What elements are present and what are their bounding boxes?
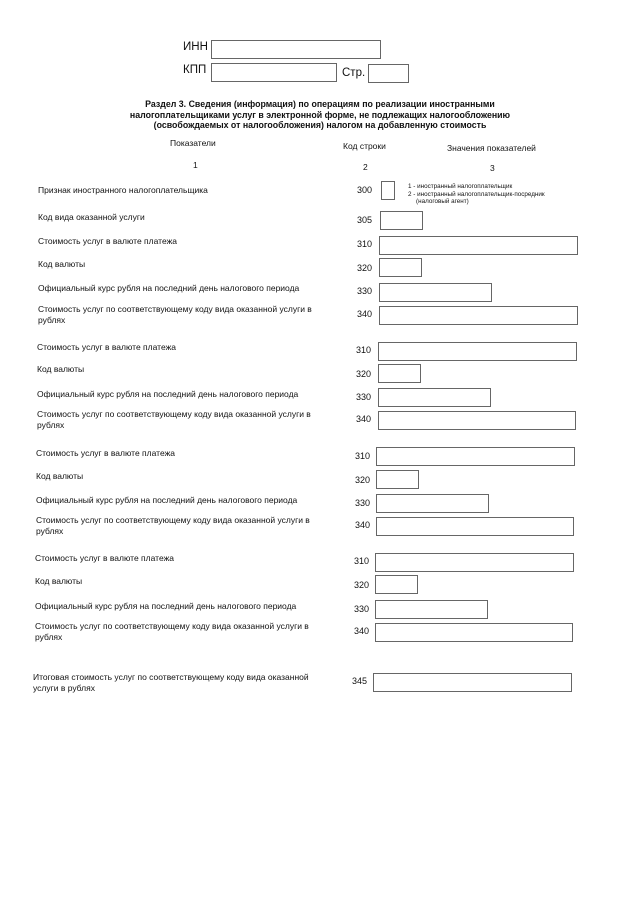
payment-currency-value-field[interactable] — [378, 342, 577, 361]
row-305-code: 305 — [357, 215, 373, 225]
row-330-code: 330 — [356, 392, 372, 402]
row-345-label-line-1: Итоговая стоимость услуг по соответствующему коду вида оказанной — [33, 672, 309, 682]
row-300-code: 300 — [357, 185, 373, 195]
row-340-label-line-1: Стоимость услуг по соответствующему коду вида оказанной услуги в — [38, 304, 312, 314]
row-345-label — [33, 672, 309, 694]
col-header-line-code: Код строки — [343, 141, 386, 151]
row-340-label — [37, 409, 311, 431]
row-310-code: 310 — [355, 451, 371, 461]
row-320-label: Код валюты — [35, 576, 83, 586]
payment-currency-value-field[interactable] — [379, 236, 578, 255]
foreign-taxpayer-sign-field[interactable] — [381, 181, 395, 200]
page-label: Стр. — [342, 67, 366, 79]
row-340-code: 340 — [354, 626, 370, 636]
row-300-legend — [408, 183, 545, 206]
exchange-rate-field[interactable] — [376, 494, 489, 513]
col-header-values: Значения показателей — [447, 143, 536, 153]
row-340-label — [35, 621, 309, 643]
row-330-code: 330 — [355, 498, 371, 508]
legend-line-1: 1 - иностранный налогоплательщик — [408, 183, 513, 190]
rub-value-field[interactable] — [376, 517, 574, 536]
row-340-label-line-1: Стоимость услуг по соответствующему коду вида оказанной услуги в — [35, 621, 309, 631]
row-340-label-line-1: Стоимость услуг по соответствующему коду вида оказанной услуги в — [36, 515, 310, 525]
section-title-line-3: (освобождаемых от налогообложения) налогом на добавленную стоимость — [153, 120, 487, 130]
row-310-code: 310 — [354, 556, 370, 566]
kpp-field[interactable] — [211, 63, 337, 82]
inn-label: ИНН — [183, 41, 208, 53]
total-rub-value-field[interactable] — [373, 673, 572, 692]
row-310-label: Стоимость услуг в валюте платежа — [36, 448, 175, 458]
section-title — [110, 99, 530, 131]
row-340-code: 340 — [357, 309, 373, 319]
kpp-label: КПП — [183, 64, 207, 76]
col-header-indicators: Показатели — [170, 138, 216, 148]
rub-value-field[interactable] — [379, 306, 578, 325]
row-340-label-line-2: рублях — [37, 420, 65, 430]
row-340-label-line-1: Стоимость услуг по соответствующему коду вида оказанной услуги в — [37, 409, 311, 419]
currency-code-field[interactable] — [376, 470, 419, 489]
exchange-rate-field[interactable] — [375, 600, 488, 619]
row-330-label: Официальный курс рубля на последний день налогового периода — [35, 601, 297, 611]
row-340-label-line-2: рублях — [35, 632, 63, 642]
row-320-code: 320 — [356, 369, 372, 379]
col-number-3: 3 — [490, 163, 495, 173]
exchange-rate-field[interactable] — [378, 388, 491, 407]
payment-currency-value-field[interactable] — [376, 447, 575, 466]
row-310-label: Стоимость услуг в валюте платежа — [35, 553, 174, 563]
row-320-code: 320 — [354, 580, 370, 590]
row-340-label-line-2: рублях — [36, 526, 64, 536]
legend-line-3: (налоговый агент) — [416, 198, 469, 206]
row-345-code: 345 — [352, 676, 368, 686]
row-320-label: Код валюты — [38, 259, 86, 269]
row-305-label: Код вида оказанной услуги — [38, 212, 145, 222]
row-330-code: 330 — [357, 286, 373, 296]
row-320-label: Код валюты — [37, 364, 85, 374]
row-340-label — [36, 515, 310, 537]
rub-value-field[interactable] — [375, 623, 573, 642]
row-310-label: Стоимость услуг в валюте платежа — [37, 342, 176, 352]
exchange-rate-field[interactable] — [379, 283, 492, 302]
page-number-field[interactable] — [368, 64, 409, 83]
currency-code-field[interactable] — [379, 258, 422, 277]
row-345-label-line-2: услуги в рублях — [33, 683, 95, 693]
legend-line-2: 2 - иностранный налогоплательщик-посредник — [408, 190, 545, 198]
col-number-1: 1 — [193, 160, 198, 170]
row-330-label: Официальный курс рубля на последний день налогового периода — [36, 495, 298, 505]
inn-field[interactable] — [211, 40, 381, 59]
row-320-label: Код валюты — [36, 471, 84, 481]
row-320-code: 320 — [357, 263, 373, 273]
service-type-code-field[interactable] — [380, 211, 423, 230]
row-320-code: 320 — [355, 475, 371, 485]
currency-code-field[interactable] — [375, 575, 418, 594]
row-300-label: Признак иностранного налогоплательщика — [38, 185, 208, 195]
row-310-label: Стоимость услуг в валюте платежа — [38, 236, 177, 246]
currency-code-field[interactable] — [378, 364, 421, 383]
row-310-code: 310 — [356, 345, 372, 355]
payment-currency-value-field[interactable] — [375, 553, 574, 572]
row-330-code: 330 — [354, 604, 370, 614]
row-340-code: 340 — [355, 520, 371, 530]
row-340-label — [38, 304, 312, 326]
row-310-code: 310 — [357, 239, 373, 249]
row-330-label: Официальный курс рубля на последний день налогового периода — [37, 389, 299, 399]
col-number-2: 2 — [363, 162, 368, 172]
section-title-line-1: Раздел 3. Сведения (информация) по операциям по реализации иностранными — [145, 99, 495, 109]
section-title-line-2: налогоплательщиками услуг в электронной форме, не подлежащих налогообложению — [129, 109, 511, 120]
rub-value-field[interactable] — [378, 411, 576, 430]
row-340-label-line-2: рублях — [38, 315, 66, 325]
row-330-label: Официальный курс рубля на последний день налогового периода — [38, 283, 300, 293]
row-340-code: 340 — [356, 414, 372, 424]
